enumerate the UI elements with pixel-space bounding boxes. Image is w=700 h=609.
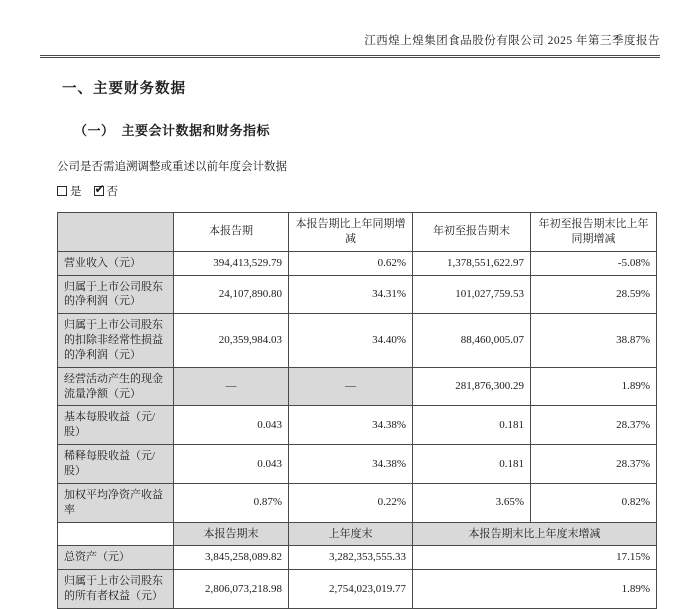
row-label: 归属于上市公司股东的扣除非经常性损益的净利润（元） [58,314,174,368]
column-header: 本报告期比上年同期增减 [289,213,413,252]
cell-value: 1,378,551,622.97 [413,251,531,275]
cell-value: 0.82% [531,483,657,522]
cell-value: 2,754,023,019.77 [289,570,413,609]
cell-value: 34.31% [289,275,413,314]
restatement-question: 公司是否需追溯调整或重述以前年度会计数据 [57,161,287,173]
financial-indicators-table [57,212,657,609]
checkbox-unchecked-icon [57,186,67,196]
cell-value: -5.08% [531,251,657,275]
cell-value: 1.89% [531,367,657,406]
row-label: 稀释每股收益（元/股） [58,445,174,484]
table-row-diluted-eps [58,445,657,484]
checkbox-no [94,183,119,199]
cell-value: 394,413,529.79 [174,251,289,275]
cell-value: 34.40% [289,314,413,368]
cell-value: 0.181 [413,406,531,445]
cell-value: — [174,367,289,406]
report-title: 江西煌上煌集团食品股份有限公司 2025 年第三季度报告 [364,35,660,47]
cell-value: 0.043 [174,406,289,445]
corner-cell [58,213,174,252]
table-header-row [58,213,657,252]
cell-value: 0.22% [289,483,413,522]
cell-value: 3,845,258,089.82 [174,546,289,570]
checkbox-yes-label: 是 [70,186,82,198]
cell-value: 3,282,353,555.33 [289,546,413,570]
column-header: 本报告期 [174,213,289,252]
table-row-equity [58,570,657,609]
cell-value: 1.89% [413,570,657,609]
cell-value: 20,359,984.03 [174,314,289,368]
cell-value: 17.15% [413,546,657,570]
row-label: 归属于上市公司股东的所有者权益（元） [58,570,174,609]
cell-value: — [289,367,413,406]
cell-value: 34.38% [289,445,413,484]
cell-value: 38.87% [531,314,657,368]
table-row-revenue [58,251,657,275]
table-row-total-assets [58,546,657,570]
column-header: 年初至报告期末比上年同期增减 [531,213,657,252]
cell-value: 28.59% [531,275,657,314]
column-header: 本报告期末比上年度末增减 [413,522,657,546]
cell-value: 28.37% [531,445,657,484]
cell-value: 281,876,300.29 [413,367,531,406]
cell-value: 34.38% [289,406,413,445]
checkbox-yes [57,183,82,199]
row-label: 总资产（元） [58,546,174,570]
row-label: 经营活动产生的现金流量净额（元） [58,367,174,406]
row-label: 加权平均净资产收益率 [58,483,174,522]
checkbox-checked-icon [94,186,104,196]
section-title: 一、主要财务数据 [62,81,186,97]
cell-value: 28.37% [531,406,657,445]
cell-value: 0.181 [413,445,531,484]
cell-value: 0.043 [174,445,289,484]
table-mid-header-row [58,522,657,546]
cell-value: 88,460,005.07 [413,314,531,368]
cell-value: 3.65% [413,483,531,522]
subsection-title: （一） 主要会计数据和财务指标 [74,123,271,138]
row-label: 营业收入（元） [58,251,174,275]
row-label: 归属于上市公司股东的净利润（元） [58,275,174,314]
cell-value: 101,027,759.53 [413,275,531,314]
table-row-net-profit-deducted [58,314,657,368]
cell-value: 2,806,073,218.98 [174,570,289,609]
row-label: 基本每股收益（元/股） [58,406,174,445]
column-header: 年初至报告期末 [413,213,531,252]
checkbox-no-label: 否 [106,186,118,198]
document-header [40,32,660,58]
corner-cell [58,522,174,546]
table-row-basic-eps [58,406,657,445]
checkbox-row [57,183,660,199]
column-header: 本报告期末 [174,522,289,546]
column-header: 上年度末 [289,522,413,546]
cell-value: 0.87% [174,483,289,522]
table-row-roe [58,483,657,522]
table-row-net-profit [58,275,657,314]
table-row-cash-flow [58,367,657,406]
cell-value: 24,107,890.80 [174,275,289,314]
cell-value: 0.62% [289,251,413,275]
